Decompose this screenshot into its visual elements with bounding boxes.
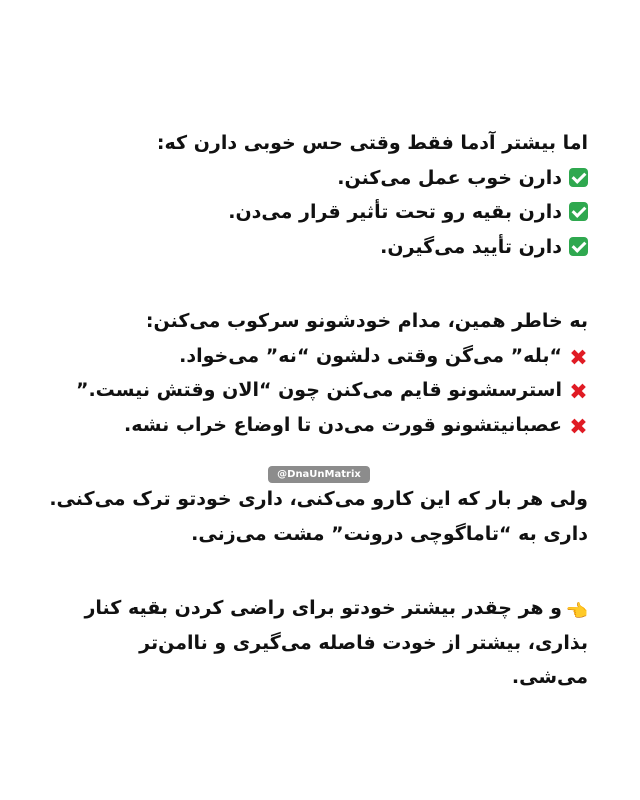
- list-item-text: “بله” می‌گن وقتی دلشون “نه” می‌خواد.: [179, 344, 562, 367]
- list-item: [70, 408, 588, 443]
- list-item-text: دارن تأیید می‌گیرن.: [380, 235, 562, 258]
- check-mark-icon: [569, 237, 588, 256]
- section-3-line-1: ولی هر بار که این کارو می‌کنی، داری خودتو ترک می‌کنی.: [49, 488, 588, 510]
- cross-mark-icon: ✖: [569, 414, 588, 440]
- pointing-hand-icon: 👈: [565, 601, 588, 622]
- list-item-text: استرسشونو قایم می‌کنن چون “الان وقتش نیست.”: [75, 379, 562, 401]
- watermark: @DnaUnMatrix: [268, 466, 370, 483]
- check-mark-icon: [569, 202, 588, 221]
- list-item: [70, 339, 588, 374]
- list-item-text: عصبانیتشونو قورت می‌دن تا اوضاع خراب نشه.: [124, 413, 562, 436]
- section-4-text: و هر چقدر بیشتر خودتو برای راضی کردن بقیه کنار بذاری، بیشتر از خودت فاصله می‌گیری و ناامن‌تر می‌شی.: [84, 597, 588, 688]
- section-1-heading: اما بیشتر آدما فقط وقتی حس خوبی دارن که:: [156, 132, 588, 154]
- section-3-line-2: داری به “تاماگوچی درونت” مشت می‌زنی.: [191, 522, 588, 545]
- cross-mark-icon: ✖: [569, 345, 588, 371]
- list-item: [70, 230, 588, 265]
- list-item-text: دارن خوب عمل می‌کنن.: [337, 166, 562, 189]
- section-2-heading: به خاطر همین، مدام خودشونو سرکوب می‌کنن:: [145, 310, 588, 332]
- check-mark-icon: [569, 168, 588, 187]
- list-item-text: دارن بقیه رو تحت تأثیر قرار می‌دن.: [228, 201, 562, 223]
- list-item: [70, 195, 588, 230]
- cross-mark-icon: ✖: [569, 380, 588, 405]
- post-content: [49, 126, 588, 695]
- section-4-paragraph: [70, 591, 588, 695]
- spacer: [70, 264, 588, 304]
- spacer: [70, 551, 588, 591]
- list-item: [70, 161, 588, 196]
- list-item: [70, 373, 588, 408]
